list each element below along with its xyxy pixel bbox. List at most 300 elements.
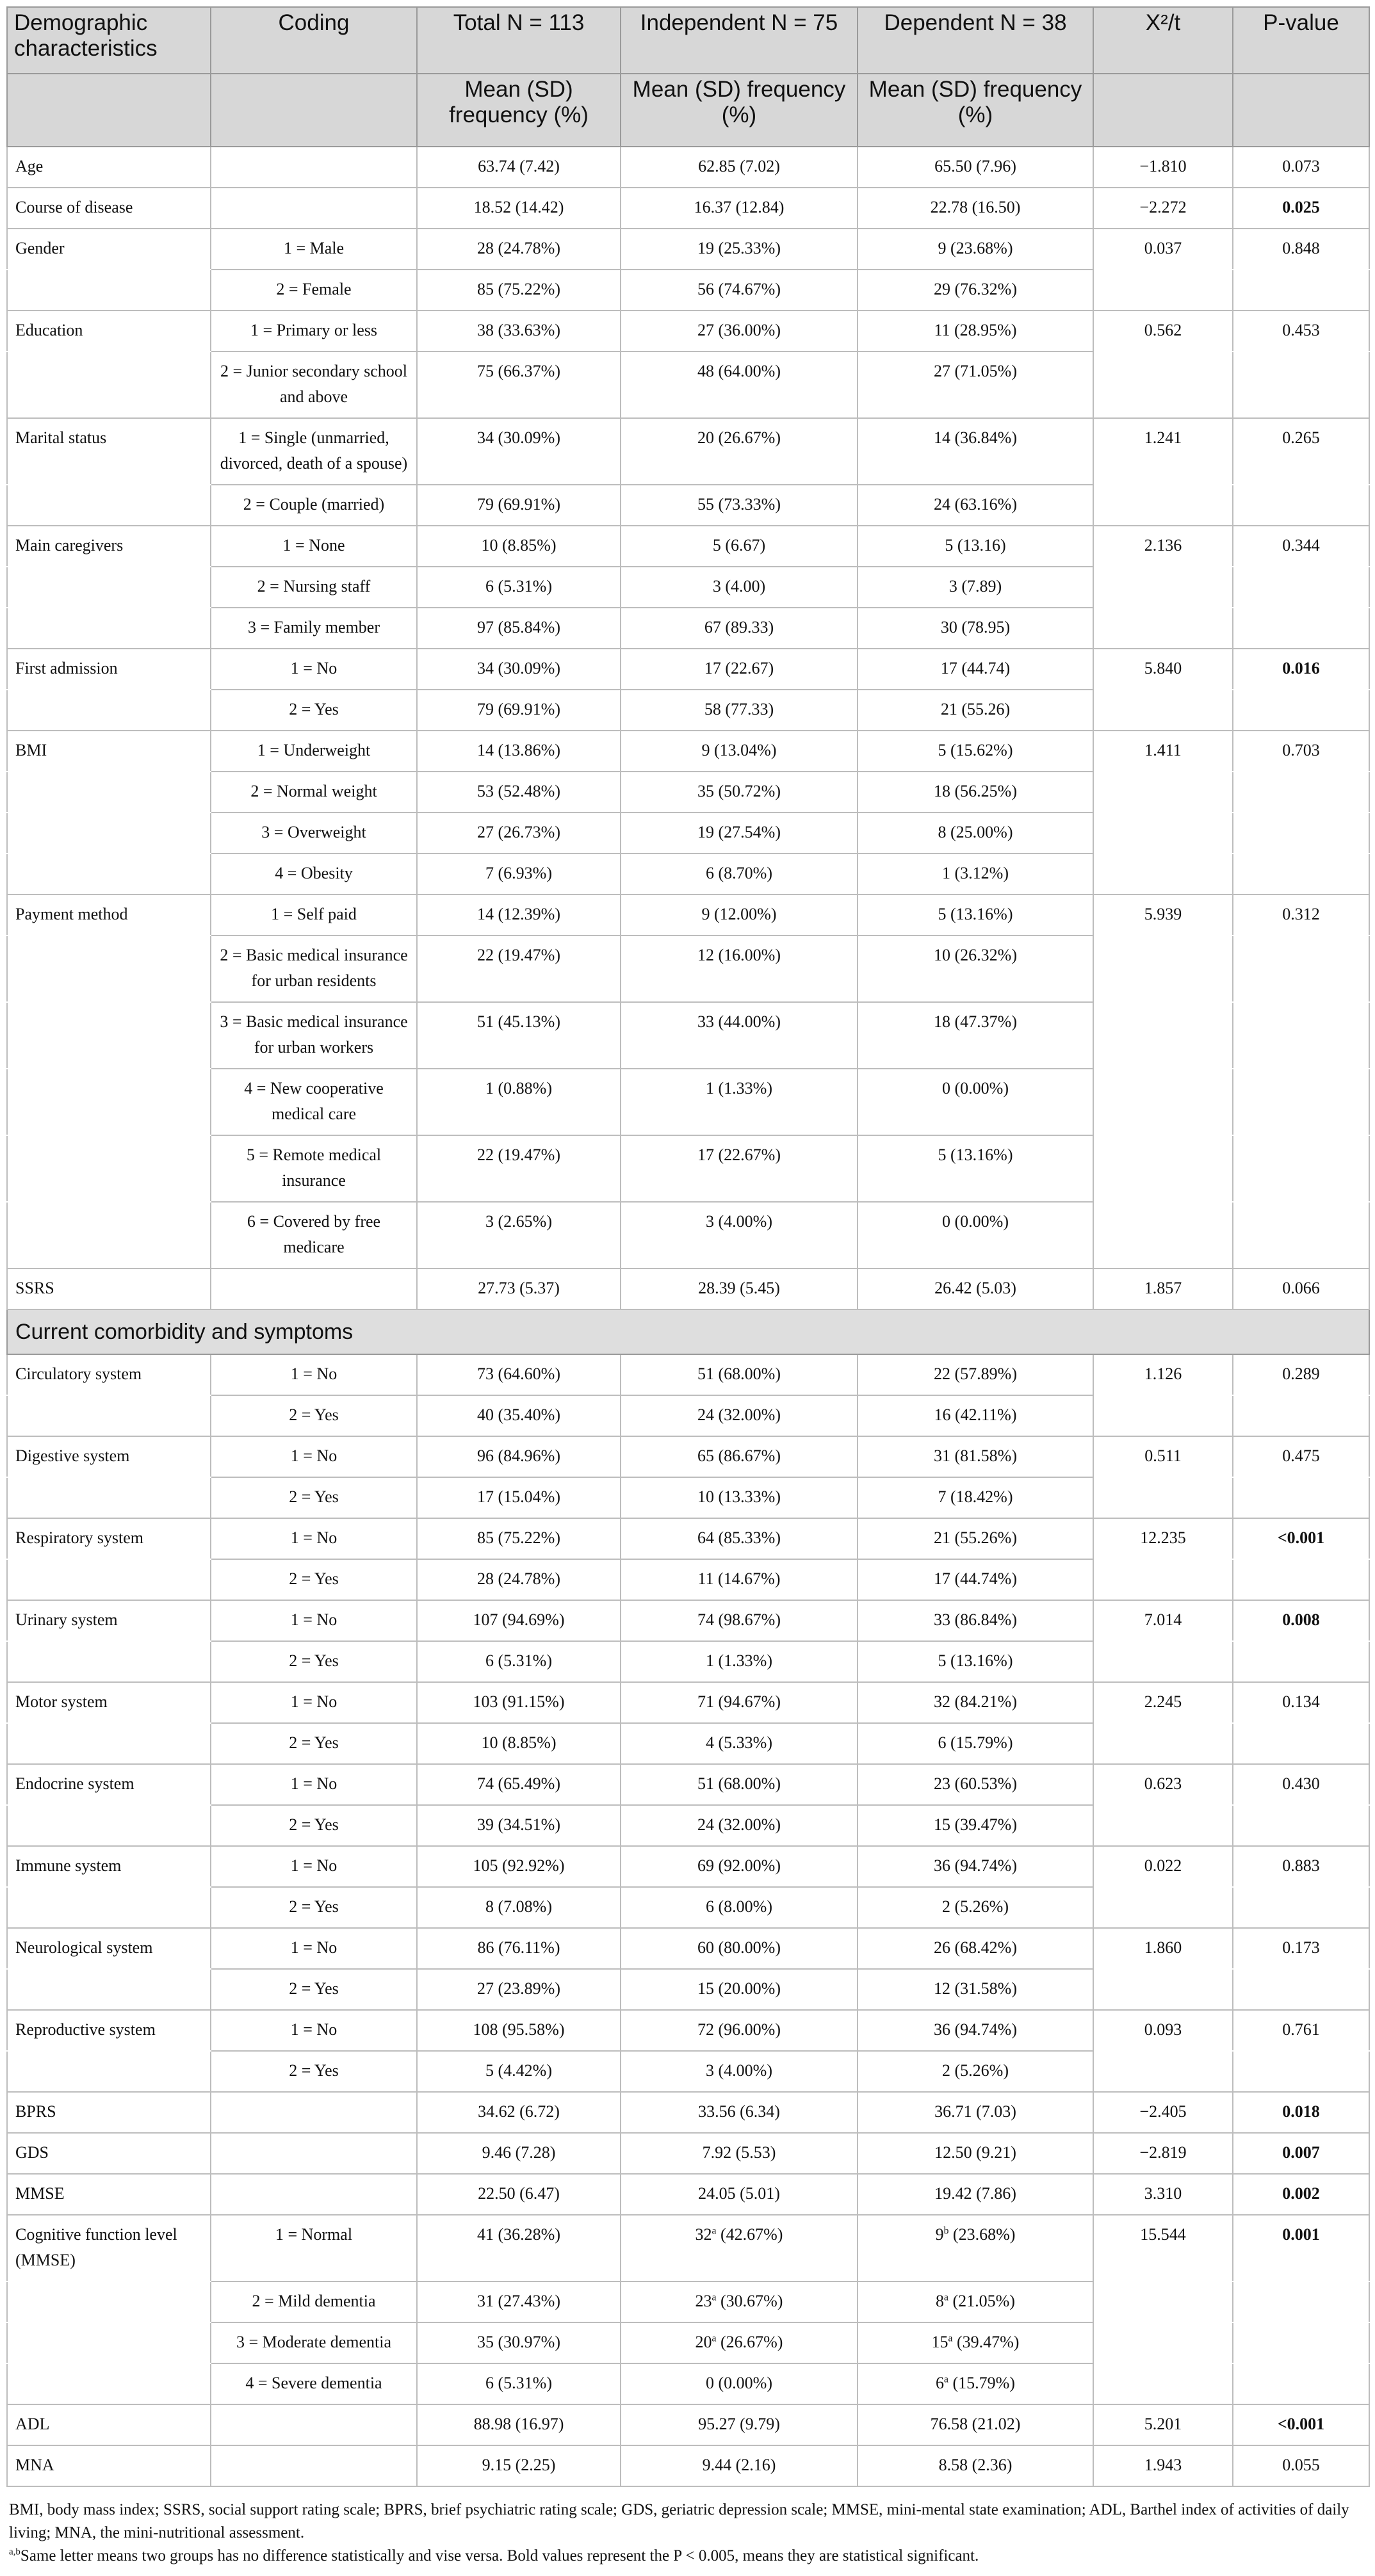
cell-dependent: 11 (28.95%) [858, 311, 1093, 352]
header-coding: Coding [211, 7, 417, 74]
cell-independent: 10 (13.33%) [621, 1477, 858, 1518]
row-label-continued [7, 690, 211, 731]
cell-independent: 7.92 (5.53) [621, 2133, 858, 2174]
cell-percent: (42.67%) [716, 2225, 783, 2244]
table-row [7, 854, 1369, 895]
cell-statistic [1093, 1395, 1233, 1436]
cell-statistic [1093, 936, 1233, 1002]
cell-statistic: 7.014 [1093, 1600, 1233, 1641]
cell-total: 22 (19.47%) [417, 936, 621, 1002]
cell-dependent: 76.58 (21.02) [858, 2404, 1093, 2445]
table-row [7, 311, 1369, 352]
cell-p-value [1233, 1477, 1369, 1518]
table-row [7, 690, 1369, 731]
cell-dependent: 5 (13.16%) [858, 895, 1093, 936]
cell-statistic: 1.411 [1093, 731, 1233, 772]
cell-independent: 15 (20.00%) [621, 1969, 858, 2010]
cell-statistic [1093, 2363, 1233, 2404]
cell-p-value: 0.002 [1233, 2174, 1369, 2215]
cell-dependent: 0 (0.00%) [858, 1069, 1093, 1135]
cell-total: 6 (5.31%) [417, 567, 621, 608]
superscript-letter: a [712, 2292, 717, 2303]
superscript-letter: a [712, 2333, 717, 2344]
cell-statistic: 5.201 [1093, 2404, 1233, 2445]
cell-independent: 58 (77.33) [621, 690, 858, 731]
row-label: Marital status [7, 418, 211, 485]
row-label-continued [7, 2322, 211, 2363]
header-dependent: Dependent N = 38 [858, 7, 1093, 74]
header-p-value: P-value [1233, 7, 1369, 74]
section-row [7, 1309, 1369, 1354]
cell-dependent: 5 (15.62%) [858, 731, 1093, 772]
cell-coding: 1 = No [211, 2010, 417, 2051]
cell-independent [621, 2281, 858, 2322]
cell-statistic: 0.623 [1093, 1764, 1233, 1805]
cell-coding [211, 2174, 417, 2215]
cell-dependent: 18 (56.25%) [858, 772, 1093, 813]
table-row [7, 485, 1369, 526]
cell-statistic: 5.939 [1093, 895, 1233, 936]
cell-statistic [1093, 1969, 1233, 2010]
cell-percent: (15.79%) [948, 2374, 1015, 2392]
cell-p-value [1233, 1641, 1369, 1682]
table-row [7, 2051, 1369, 2092]
cell-coding [211, 2133, 417, 2174]
cell-p-value [1233, 690, 1369, 731]
table-row [7, 147, 1369, 188]
cell-total: 7 (6.93%) [417, 854, 621, 895]
superscript-letter: b [943, 2225, 949, 2237]
cell-total: 79 (69.91%) [417, 485, 621, 526]
footnote-superscript: a,b [9, 2547, 20, 2557]
row-label-continued [7, 1202, 211, 1268]
row-label-continued [7, 1887, 211, 1928]
cell-value: 9 [935, 2225, 944, 2244]
cell-independent: 33.56 (6.34) [621, 2092, 858, 2133]
table-row [7, 567, 1369, 608]
cell-coding: 1 = Self paid [211, 895, 417, 936]
cell-total: 39 (34.51%) [417, 1805, 621, 1846]
cell-coding: 2 = Yes [211, 1969, 417, 2010]
cell-coding: 4 = Obesity [211, 854, 417, 895]
header-sub-blank-6 [1093, 74, 1233, 147]
row-label-continued [7, 1641, 211, 1682]
cell-p-value [1233, 1069, 1369, 1135]
table-header [7, 7, 1369, 147]
table-row [7, 1518, 1369, 1559]
row-label-continued [7, 2051, 211, 2092]
row-label: Main caregivers [7, 526, 211, 567]
cell-independent: 35 (50.72%) [621, 772, 858, 813]
row-label: Immune system [7, 1846, 211, 1887]
cell-coding: 2 = Yes [211, 1395, 417, 1436]
cell-statistic [1093, 1477, 1233, 1518]
cell-total: 14 (12.39%) [417, 895, 621, 936]
cell-statistic [1093, 1887, 1233, 1928]
cell-statistic: −1.810 [1093, 147, 1233, 188]
cell-statistic [1093, 608, 1233, 649]
cell-coding [211, 188, 417, 229]
header-sub-blank-1 [7, 74, 211, 147]
cell-statistic: −2.819 [1093, 2133, 1233, 2174]
cell-independent: 9 (12.00%) [621, 895, 858, 936]
cell-p-value [1233, 485, 1369, 526]
table-row [7, 1395, 1369, 1436]
cell-independent [621, 2215, 858, 2281]
cell-coding: 3 = Family member [211, 608, 417, 649]
cell-p-value [1233, 1723, 1369, 1764]
cell-total: 22.50 (6.47) [417, 2174, 621, 2215]
cell-dependent: 7 (18.42%) [858, 1477, 1093, 1518]
demographics-table [6, 6, 1370, 2487]
table-row [7, 649, 1369, 690]
cell-independent: 9 (13.04%) [621, 731, 858, 772]
cell-p-value [1233, 567, 1369, 608]
cell-p-value [1233, 2363, 1369, 2404]
cell-statistic [1093, 1559, 1233, 1600]
cell-total: 35 (30.97%) [417, 2322, 621, 2363]
cell-statistic [1093, 1805, 1233, 1846]
table-row [7, 1135, 1369, 1202]
cell-independent: 56 (74.67%) [621, 270, 858, 311]
table-row [7, 270, 1369, 311]
cell-independent: 3 (4.00%) [621, 2051, 858, 2092]
cell-independent: 28.39 (5.45) [621, 1268, 858, 1309]
footnote-abbreviations: BMI, body mass index; SSRS, social support rating scale; BPRS, brief psychiatric rating scale; GDS, geriatric depression scale; MMSE, mini-mental state examination; ADL, Barthel index of activities of daily living; MNA, the mini-nutritional assessment. [9, 2501, 1349, 2541]
cell-p-value: 0.134 [1233, 1682, 1369, 1723]
cell-coding: 2 = Yes [211, 2051, 417, 2092]
cell-independent: 5 (6.67) [621, 526, 858, 567]
cell-statistic [1093, 1723, 1233, 1764]
cell-coding: 1 = No [211, 1436, 417, 1477]
cell-p-value [1233, 1202, 1369, 1268]
cell-p-value [1233, 854, 1369, 895]
cell-coding: 2 = Mild dementia [211, 2281, 417, 2322]
cell-p-value [1233, 1969, 1369, 2010]
cell-statistic: 15.544 [1093, 2215, 1233, 2281]
cell-p-value: 0.475 [1233, 1436, 1369, 1477]
cell-p-value [1233, 1002, 1369, 1069]
table-row [7, 1846, 1369, 1887]
cell-dependent: 36 (94.74%) [858, 2010, 1093, 2051]
cell-dependent: 12 (31.58%) [858, 1969, 1093, 2010]
cell-total: 97 (85.84%) [417, 608, 621, 649]
cell-p-value: 0.008 [1233, 1600, 1369, 1641]
row-label: Gender [7, 229, 211, 270]
cell-total: 8 (7.08%) [417, 1887, 621, 1928]
row-label-continued [7, 1723, 211, 1764]
cell-total: 85 (75.22%) [417, 270, 621, 311]
cell-statistic [1093, 813, 1233, 854]
cell-coding: 2 = Normal weight [211, 772, 417, 813]
cell-coding: 4 = New cooperative medical care [211, 1069, 417, 1135]
cell-coding: 2 = Yes [211, 1805, 417, 1846]
cell-independent: 74 (98.67%) [621, 1600, 858, 1641]
cell-p-value [1233, 1395, 1369, 1436]
cell-dependent: 6 (15.79%) [858, 1723, 1093, 1764]
cell-independent: 33 (44.00%) [621, 1002, 858, 1069]
cell-statistic [1093, 854, 1233, 895]
cell-p-value [1233, 1559, 1369, 1600]
row-label: BMI [7, 731, 211, 772]
cell-p-value: 0.265 [1233, 418, 1369, 485]
cell-dependent: 21 (55.26%) [858, 1518, 1093, 1559]
cell-dependent: 17 (44.74%) [858, 1559, 1093, 1600]
cell-statistic: 0.093 [1093, 2010, 1233, 2051]
cell-p-value: 0.453 [1233, 311, 1369, 352]
cell-statistic: −2.405 [1093, 2092, 1233, 2133]
cell-dependent: 5 (13.16) [858, 526, 1093, 567]
cell-p-value [1233, 813, 1369, 854]
cell-coding: 1 = No [211, 1928, 417, 1969]
cell-independent: 6 (8.00%) [621, 1887, 858, 1928]
cell-total: 9.15 (2.25) [417, 2445, 621, 2486]
cell-p-value [1233, 2051, 1369, 2092]
cell-p-value [1233, 270, 1369, 311]
table-row [7, 608, 1369, 649]
cell-total: 40 (35.40%) [417, 1395, 621, 1436]
cell-total: 86 (76.11%) [417, 1928, 621, 1969]
cell-independent: 51 (68.00%) [621, 1354, 858, 1395]
cell-independent: 3 (4.00) [621, 567, 858, 608]
cell-independent: 51 (68.00%) [621, 1764, 858, 1805]
cell-total: 6 (5.31%) [417, 1641, 621, 1682]
cell-p-value [1233, 2322, 1369, 2363]
superscript-letter: a [712, 2225, 717, 2237]
cell-p-value: 0.001 [1233, 2215, 1369, 2281]
cell-statistic: 12.235 [1093, 1518, 1233, 1559]
cell-statistic [1093, 690, 1233, 731]
cell-statistic: 1.943 [1093, 2445, 1233, 2486]
cell-dependent [858, 2281, 1093, 2322]
row-label-continued [7, 1069, 211, 1135]
cell-total: 73 (64.60%) [417, 1354, 621, 1395]
cell-value: 32 [695, 2225, 712, 2244]
cell-independent: 60 (80.00%) [621, 1928, 858, 1969]
cell-total: 34 (30.09%) [417, 418, 621, 485]
header-sub-blank-2 [211, 74, 417, 147]
table-body [7, 147, 1369, 2486]
cell-coding: 2 = Yes [211, 1723, 417, 1764]
row-label: Payment method [7, 895, 211, 936]
cell-dependent: 8 (25.00%) [858, 813, 1093, 854]
cell-p-value [1233, 1805, 1369, 1846]
table-row [7, 352, 1369, 418]
table-figure [6, 6, 1369, 2568]
cell-independent: 67 (89.33) [621, 608, 858, 649]
cell-independent: 19 (27.54%) [621, 813, 858, 854]
cell-dependent: 12.50 (9.21) [858, 2133, 1093, 2174]
cell-statistic [1093, 1641, 1233, 1682]
row-label-continued [7, 608, 211, 649]
row-label: BPRS [7, 2092, 211, 2133]
superscript-letter: a [948, 2333, 953, 2344]
header-independent: Independent N = 75 [621, 7, 858, 74]
cell-dependent: 2 (5.26%) [858, 2051, 1093, 2092]
cell-independent: 9.44 (2.16) [621, 2445, 858, 2486]
cell-independent: 95.27 (9.79) [621, 2404, 858, 2445]
table-row [7, 2404, 1369, 2445]
row-label: ADL [7, 2404, 211, 2445]
cell-independent: 1 (1.33%) [621, 1641, 858, 1682]
row-label-continued [7, 2281, 211, 2322]
cell-p-value: 0.883 [1233, 1846, 1369, 1887]
table-row [7, 1069, 1369, 1135]
cell-p-value: <0.001 [1233, 2404, 1369, 2445]
cell-statistic: 2.245 [1093, 1682, 1233, 1723]
cell-percent: (26.67%) [716, 2333, 783, 2351]
cell-percent: (30.67%) [716, 2292, 783, 2310]
table-row [7, 2363, 1369, 2404]
cell-total: 22 (19.47%) [417, 1135, 621, 1202]
cell-coding: 1 = No [211, 1354, 417, 1395]
row-label-continued [7, 1135, 211, 1202]
table-row [7, 1559, 1369, 1600]
cell-coding [211, 147, 417, 188]
table-row [7, 188, 1369, 229]
table-row [7, 1682, 1369, 1723]
cell-total: 28 (24.78%) [417, 1559, 621, 1600]
cell-independent: 24.05 (5.01) [621, 2174, 858, 2215]
cell-percent: (39.47%) [952, 2333, 1020, 2351]
cell-independent [621, 2322, 858, 2363]
row-label: SSRS [7, 1268, 211, 1309]
cell-p-value: 0.016 [1233, 649, 1369, 690]
row-label: Reproductive system [7, 2010, 211, 2051]
cell-coding [211, 2404, 417, 2445]
cell-dependent: 1 (3.12%) [858, 854, 1093, 895]
cell-dependent: 14 (36.84%) [858, 418, 1093, 485]
cell-coding: 2 = Nursing staff [211, 567, 417, 608]
cell-p-value [1233, 352, 1369, 418]
cell-dependent: 27 (71.05%) [858, 352, 1093, 418]
cell-dependent: 65.50 (7.96) [858, 147, 1093, 188]
cell-statistic: 2.136 [1093, 526, 1233, 567]
cell-coding: 1 = No [211, 1846, 417, 1887]
cell-coding: 1 = Primary or less [211, 311, 417, 352]
cell-total: 17 (15.04%) [417, 1477, 621, 1518]
cell-statistic: 0.037 [1093, 229, 1233, 270]
cell-p-value: 0.289 [1233, 1354, 1369, 1395]
cell-independent: 17 (22.67) [621, 649, 858, 690]
cell-total: 74 (65.49%) [417, 1764, 621, 1805]
cell-statistic: 1.241 [1093, 418, 1233, 485]
cell-p-value [1233, 2281, 1369, 2322]
cell-dependent: 31 (81.58%) [858, 1436, 1093, 1477]
cell-independent: 17 (22.67%) [621, 1135, 858, 1202]
cell-statistic: 3.310 [1093, 2174, 1233, 2215]
cell-p-value: 0.007 [1233, 2133, 1369, 2174]
cell-p-value: 0.173 [1233, 1928, 1369, 1969]
header-sub-blank-7 [1233, 74, 1369, 147]
cell-statistic: 0.022 [1093, 1846, 1233, 1887]
superscript-letter: a [944, 2374, 948, 2385]
cell-dependent: 9 (23.68%) [858, 229, 1093, 270]
cell-value: 20 [695, 2333, 712, 2351]
cell-p-value: 0.055 [1233, 2445, 1369, 2486]
cell-coding: 1 = None [211, 526, 417, 567]
cell-total: 53 (52.48%) [417, 772, 621, 813]
cell-independent: 20 (26.67%) [621, 418, 858, 485]
table-row [7, 1723, 1369, 1764]
cell-statistic: 0.511 [1093, 1436, 1233, 1477]
cell-value: 23 [695, 2292, 712, 2310]
cell-dependent [858, 2363, 1093, 2404]
row-label-continued [7, 567, 211, 608]
cell-independent: 12 (16.00%) [621, 936, 858, 1002]
cell-p-value: 0.430 [1233, 1764, 1369, 1805]
cell-total: 51 (45.13%) [417, 1002, 621, 1069]
cell-p-value: 0.312 [1233, 895, 1369, 936]
row-label-continued [7, 813, 211, 854]
row-label: Course of disease [7, 188, 211, 229]
cell-independent: 3 (4.00%) [621, 1202, 858, 1268]
row-label: Digestive system [7, 1436, 211, 1477]
cell-statistic [1093, 485, 1233, 526]
cell-dependent: 30 (78.95) [858, 608, 1093, 649]
cell-independent: 65 (86.67%) [621, 1436, 858, 1477]
cell-independent: 71 (94.67%) [621, 1682, 858, 1723]
section-title: Current comorbidity and symptoms [7, 1309, 1369, 1354]
cell-statistic: 5.840 [1093, 649, 1233, 690]
cell-total: 108 (95.58%) [417, 2010, 621, 2051]
cell-coding: 2 = Yes [211, 1887, 417, 1928]
table-row [7, 2215, 1369, 2281]
cell-coding: 3 = Overweight [211, 813, 417, 854]
cell-dependent [858, 2215, 1093, 2281]
cell-total: 105 (92.92%) [417, 1846, 621, 1887]
cell-p-value [1233, 1887, 1369, 1928]
table-row [7, 1002, 1369, 1069]
cell-percent: (23.68%) [948, 2225, 1016, 2244]
cell-dependent: 3 (7.89) [858, 567, 1093, 608]
cell-p-value [1233, 1135, 1369, 1202]
row-label-continued [7, 1969, 211, 2010]
row-label-continued [7, 936, 211, 1002]
cell-independent: 24 (32.00%) [621, 1805, 858, 1846]
cell-coding: 1 = Single (unmarried, divorced, death of a spouse) [211, 418, 417, 485]
header-demographic: Demographic characteristics [7, 7, 211, 74]
cell-statistic: 1.860 [1093, 1928, 1233, 1969]
cell-statistic [1093, 270, 1233, 311]
cell-independent: 4 (5.33%) [621, 1723, 858, 1764]
cell-statistic [1093, 1135, 1233, 1202]
cell-total: 5 (4.42%) [417, 2051, 621, 2092]
table-row [7, 731, 1369, 772]
header-sub-total: Mean (SD) frequency (%) [417, 74, 621, 147]
cell-statistic [1093, 2281, 1233, 2322]
table-row [7, 1202, 1369, 1268]
table-row [7, 1641, 1369, 1682]
cell-coding: 1 = No [211, 1518, 417, 1559]
cell-coding [211, 2445, 417, 2486]
cell-dependent [858, 2322, 1093, 2363]
table-row [7, 2174, 1369, 2215]
row-label-continued [7, 1559, 211, 1600]
table-row [7, 229, 1369, 270]
header-total: Total N = 113 [417, 7, 621, 74]
row-label-continued [7, 854, 211, 895]
cell-dependent: 36.71 (7.03) [858, 2092, 1093, 2133]
table-row [7, 1354, 1369, 1395]
table-row [7, 772, 1369, 813]
cell-coding: 1 = Male [211, 229, 417, 270]
cell-statistic [1093, 352, 1233, 418]
cell-dependent: 23 (60.53%) [858, 1764, 1093, 1805]
cell-p-value [1233, 608, 1369, 649]
footnote-note: Same letter means two groups has no difference statistically and vise versa. Bold values represent the P < 0.005, means they are statistical significant. [20, 2547, 979, 2564]
table-row [7, 936, 1369, 1002]
